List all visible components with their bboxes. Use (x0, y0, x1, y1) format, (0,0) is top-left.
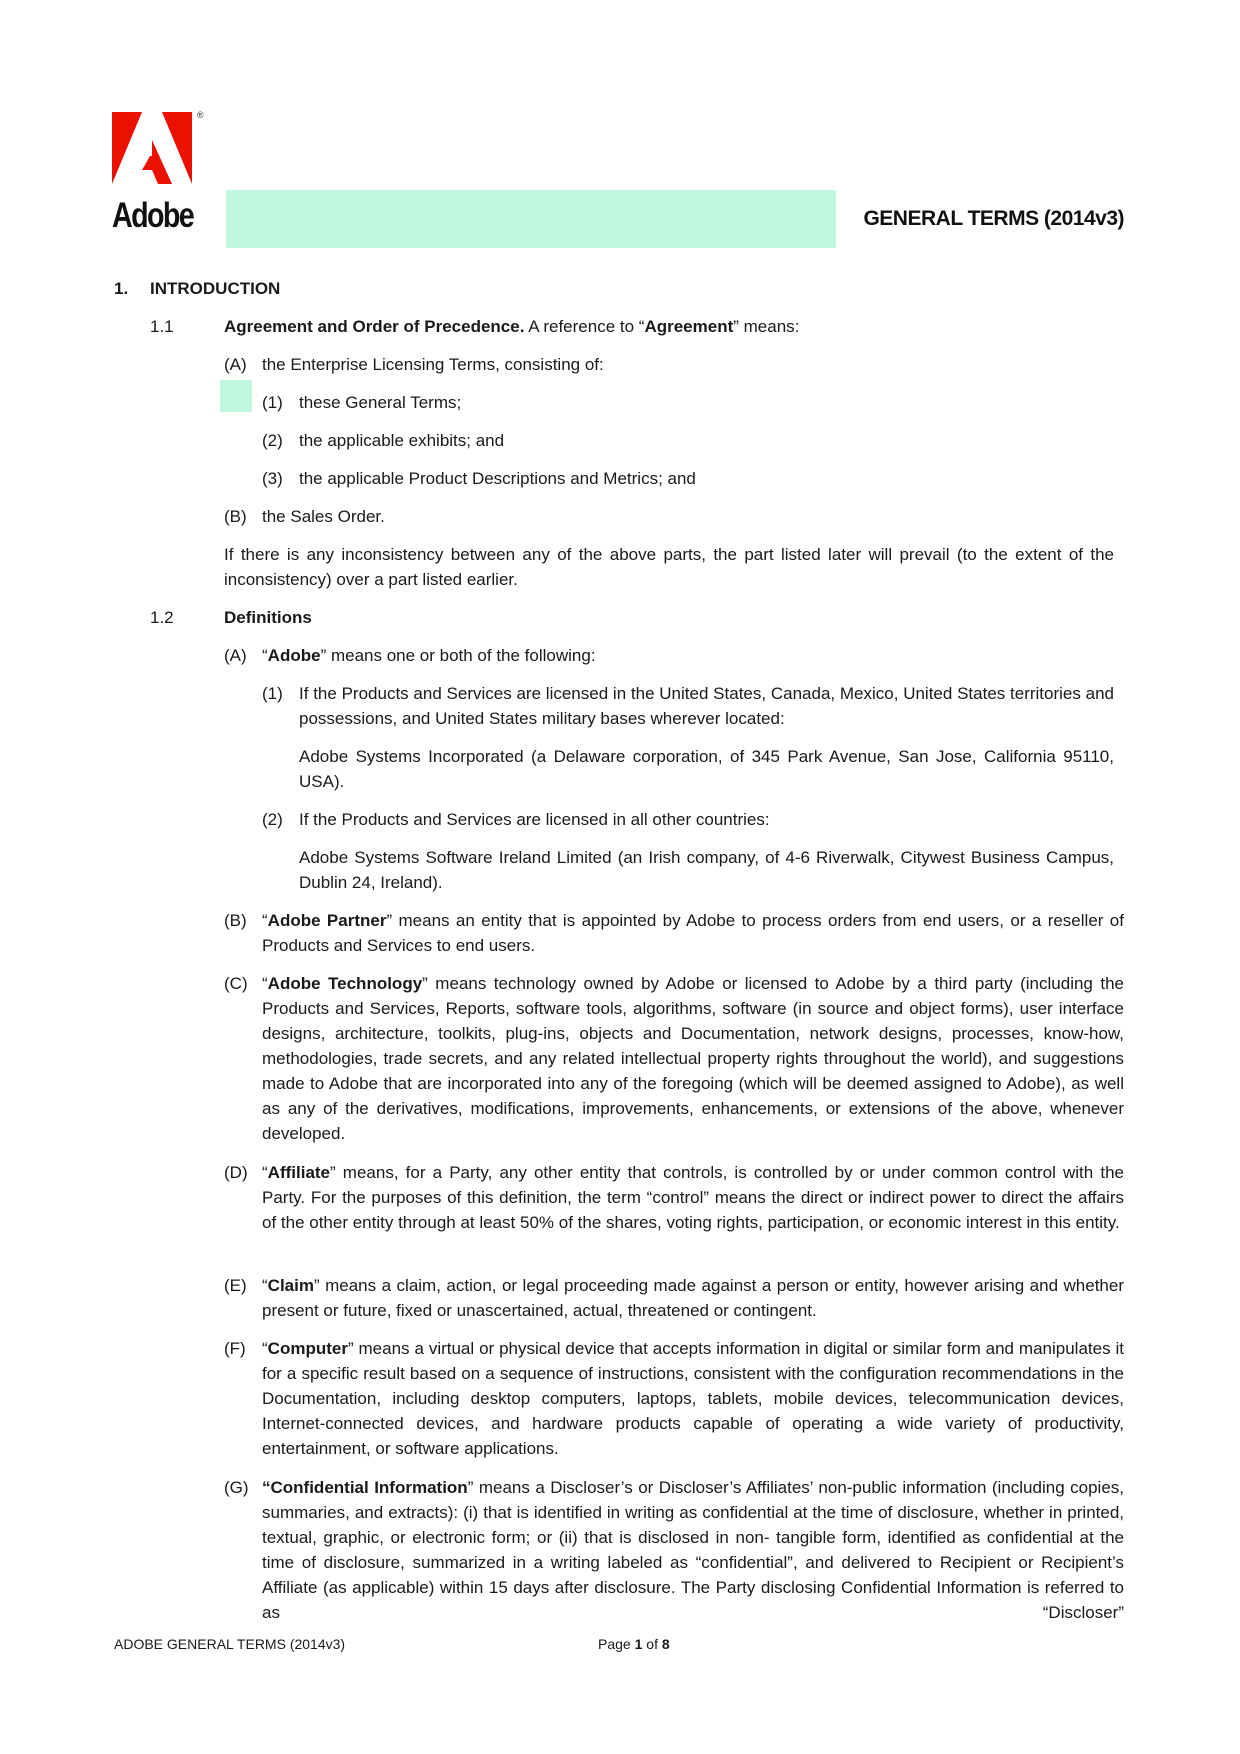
list-text: the applicable exhibits; and (299, 431, 505, 450)
list-item (262, 428, 1124, 453)
list-marker: (E) (224, 1276, 247, 1295)
list-text: these General Terms; (299, 393, 462, 412)
list-marker: (A) (224, 646, 247, 665)
precedence-paragraph: If there is any inconsistency between any of the above parts, the part listed later will prevail (to the extent of the inconsistency) over a part listed earlier. (224, 545, 1114, 589)
list-marker: (1) (262, 393, 283, 412)
logo-wordmark: Adobe (112, 196, 194, 235)
list-item (224, 352, 1124, 377)
definition-text: ” means, for a Party, any other entity that controls, is controlled by or under common control with the Party. For the purposes of this definition, the term “control” means the direct or indirect power to direct the affairs of the other entity through at least 50% of the shares, voting rights, participation, or economic interest in this entity. (262, 1163, 1124, 1232)
quote: “ (262, 1163, 268, 1182)
list-marker: (D) (224, 1163, 248, 1182)
page-number (598, 1636, 670, 1652)
quote: “ (262, 1276, 268, 1295)
list-text: the Enterprise Licensing Terms, consisting of: (262, 355, 604, 374)
list-marker: (2) (262, 810, 283, 829)
definition-text: ” means an entity that is appointed by Adobe to process orders from end users, or a reseller of Products and Services to end users. (262, 911, 1124, 955)
registered-mark: ® (197, 110, 204, 120)
defined-term: Claim (267, 1276, 314, 1295)
list-marker: (F) (224, 1339, 246, 1358)
list-marker: (2) (262, 431, 283, 450)
section-heading (114, 276, 280, 301)
list-text: the Sales Order. (262, 507, 385, 526)
clause-number: 1.1 (150, 317, 174, 336)
definition-computer (262, 1336, 1124, 1461)
list-text: the applicable Product Descriptions and Metrics; and (299, 469, 696, 488)
definition-adobe-partner (262, 908, 1124, 958)
definition-text: ” means a claim, action, or legal proceeding made against a person or entity, however arising and whether present or future, fixed or unascertained, actual, threatened or contingent. (262, 1276, 1124, 1320)
page-label: Page (598, 1636, 635, 1652)
definition-text: ” means technology owned by Adobe or licensed to Adobe by a third party (including the Products and Services, Reports, software tools, algorithms, software (in source and object forms), user interface designs, architecture, toolkits, plug-ins, objects and Documentation, network designs, processes, know-how, methodologies, trade secrets, and any related intellectual property rights throughout the world), and suggestions made to Adobe that are incorporated into any of the foregoing (which will be deemed assigned to Adobe), as well as any of the derivatives, modifications, improvements, enhancements, or extensions of the above, whenever developed. (262, 974, 1124, 1143)
defined-term: Computer (267, 1339, 348, 1358)
list-item (262, 390, 1124, 415)
definition-text: ” means one or both of the following: (320, 646, 596, 665)
defined-term: Adobe Partner (267, 911, 387, 930)
quote: “ (262, 646, 268, 665)
defined-term: Confidential Information (270, 1478, 468, 1497)
list-marker: (C) (224, 974, 248, 993)
definition-claim (262, 1273, 1124, 1323)
definition-confidential-information (262, 1475, 1124, 1625)
list-marker: (B) (224, 911, 247, 930)
section-number: 1. (114, 279, 129, 298)
definition-adobe (262, 643, 1124, 668)
highlight-marker (220, 380, 252, 412)
list-item (224, 504, 1124, 529)
definition-affiliate (262, 1160, 1124, 1235)
clause-heading (224, 314, 799, 339)
header-band (226, 190, 836, 248)
defined-term: Adobe Technology (267, 974, 423, 993)
clause-title: Agreement and Order of Precedence. (224, 317, 525, 336)
clause-text: ” means: (733, 317, 800, 336)
list-marker: (1) (262, 684, 283, 703)
quote: “ (262, 974, 268, 993)
section-title: INTRODUCTION (150, 279, 281, 298)
defined-term: Adobe (267, 646, 321, 665)
defined-term: Affiliate (267, 1163, 331, 1182)
entity-text: Adobe Systems Incorporated (a Delaware corporation, of 345 Park Avenue, San Jose, California 95110, USA). (299, 747, 1114, 791)
entity-text: Adobe Systems Software Ireland Limited (an Irish company, of 4-6 Riverwalk, Citywest Business Campus, Dublin 24, Ireland). (299, 848, 1114, 892)
quote: “ (262, 1339, 268, 1358)
defined-term: Agreement (644, 317, 734, 336)
quote: “ (262, 911, 268, 930)
definition-adobe-technology (262, 971, 1124, 1146)
footer-title: ADOBE GENERAL TERMS (2014v3) (114, 1636, 346, 1652)
page-total: 8 (661, 1636, 670, 1652)
list-marker: (A) (224, 355, 247, 374)
clause-text: A reference to “ (524, 317, 645, 336)
list-marker: (G) (224, 1478, 249, 1497)
list-item (262, 466, 1124, 491)
quote: “ (262, 1478, 271, 1497)
clause-number: 1.2 (150, 608, 174, 627)
definition-text: ” means a virtual or physical device that accepts information in digital or similar form and manipulates it for a specific result based on a sequence of instructions, consistent with the configuration recommendations in the Documentation, including desktop computers, laptops, tablets, mobile devices, telecommunication devices, Internet-connected devices, and hardware products capable of operating a wide variety of productivity, entertainment, or software applications. (262, 1339, 1124, 1458)
document-title: GENERAL TERMS (2014v3) (863, 207, 1124, 230)
page-current: 1 (634, 1636, 643, 1652)
list-text: If the Products and Services are licensed in all other countries: (299, 810, 770, 829)
page-of: of (642, 1636, 662, 1652)
list-marker: (B) (224, 507, 247, 526)
definition-text: ” means a Discloser’s or Discloser’s Affiliates’ non-public information (including copies, summaries, and extracts): (i) that is identified in writing as confidential at the time of disclosure, whether in printed, textual, graphic, or electronic form; or (ii) that is disclosed in non- tangible form, identified as confidential at the time of disclosure, summarized in a writing labeled as “confidential”, and delivered to Recipient or Recipient’s Affiliate (as applicable) within 15 days after disclosure. The Party disclosing Confidential Information is referred to as “Discloser” (262, 1478, 1124, 1622)
list-text: If the Products and Services are licensed in the United States, Canada, Mexico, United States territories and possessions, and United States military bases wherever located: (299, 684, 1114, 728)
clause-heading: Definitions (224, 608, 312, 627)
list-marker: (3) (262, 469, 283, 488)
